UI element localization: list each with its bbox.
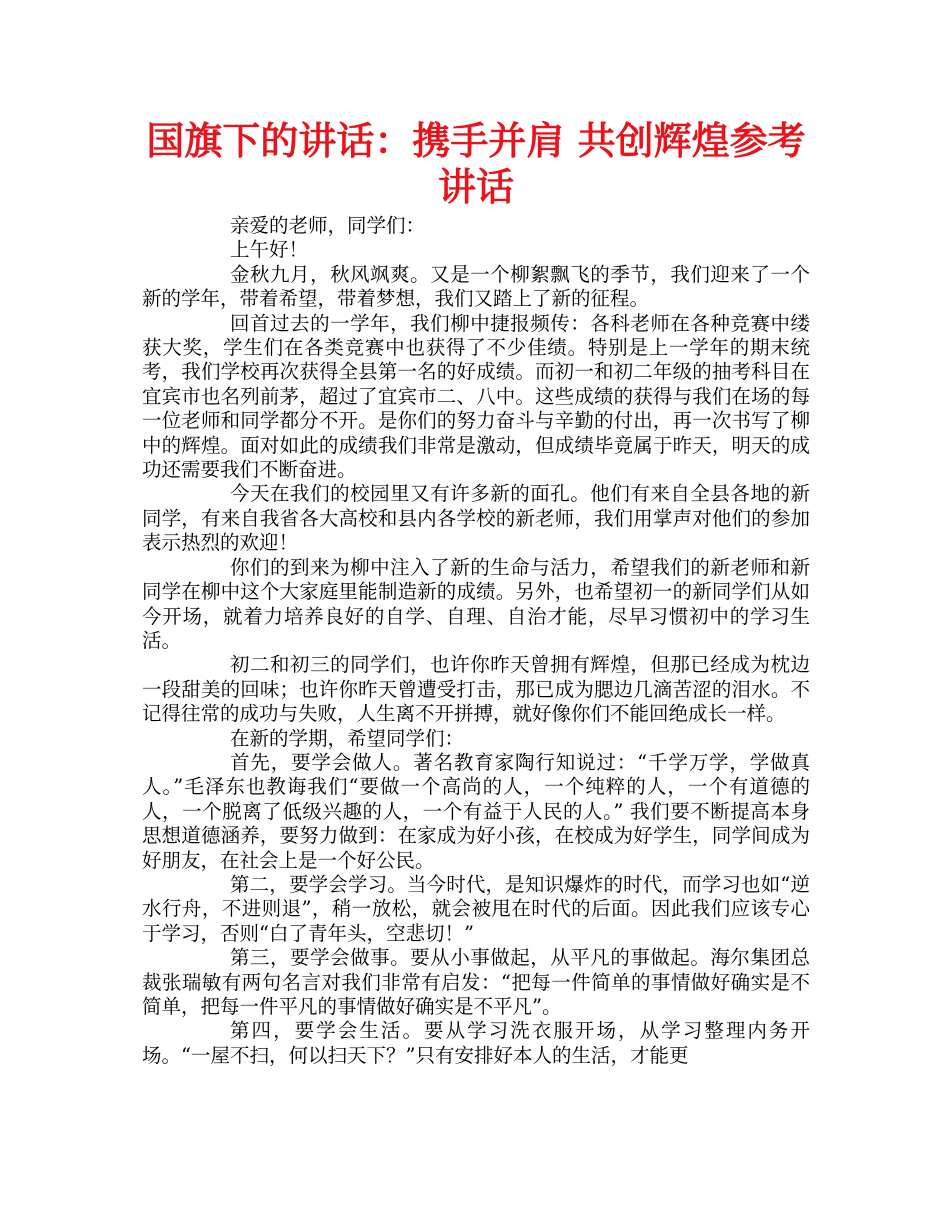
body-paragraph: 第三，要学会做事。要从小事做起，从平凡的事做起。海尔集团总裁张瑞敏有两句名言对我们非常有启发：“把每一件简单的事情做好确实是不简单，把每一件平凡的事情做好确实是不平凡”。 — [142, 946, 810, 1018]
document-page — [142, 118, 810, 1068]
body-paragraph: 回首过去的一学年，我们柳中捷报频传：各科老师在各种竞赛中缕获大奖，学生们在各类竞赛中也获得了不少佳绩。特别是上一学年的期末统考，我们学校再次获得全县第一名的好成绩。而初一和初二年级的抽考科目在宜宾市也名列前茅，超过了宜宾市二、八中。这些成绩的获得与我们在场的每一位老师和同学都分不开。是你们的努力奋斗与辛勤的付出，再一次书写了柳中的辉煌。面对如此的成绩我们非常是激动，但成绩毕竟属于昨天，明天的成功还需要我们不断奋进。 — [142, 311, 810, 482]
body-paragraph: 第二，要学会学习。当今时代，是知识爆炸的时代，而学习也如“逆水行舟，不进则退”，稍一放松，就会被甩在时代的后面。因此我们应该专心于学习，否则“白了青年头，空悲切！” — [142, 872, 810, 945]
body-paragraph: 首先，要学会做人。著名教育家陶行知说过：“千学万学，学做真人。”毛泽东也教诲我们“要做一个高尚的人，一个纯粹的人，一个有道德的人，一个脱离了低级兴趣的人，一个有益于人民的人。” 我们要不断提高本身思想道德涵养，要努力做到：在家成为好小孩，在校成为好学生，同学间成为好朋友，在社会上是一个好公民。 — [142, 750, 810, 872]
body-paragraph: 第四，要学会生活。要从学习洗衣服开场，从学习整理内务开场。“一屋不扫，何以扫天下？”只有安排好本人的生活，才能更 — [142, 1019, 810, 1067]
body-paragraph: 初二和初三的同学们，也许你昨天曾拥有辉煌，但那已经成为枕边一段甜美的回味；也许你昨天曾遭受打击，那已成为腮边几滴苦涩的泪水。不记得往常的成功与失败，人生离不开拼搏，就好像你们不能回绝成长一样。 — [142, 653, 810, 726]
document-title: 国旗下的讲话：携手并肩 共创辉煌参考讲话 — [146, 119, 806, 209]
salutation-paragraph: 上午好！ — [230, 238, 309, 262]
document-body — [142, 214, 810, 1068]
greeting-paragraph: 亲爱的老师，同学们： — [230, 214, 426, 237]
body-paragraph: 在新的学期，希望同学们： — [230, 726, 465, 750]
body-paragraph: 你们的到来为柳中注入了新的生命与活力，希望我们的新老师和新同学在柳中这个大家庭里能制造新的成绩。另外，也希望初一的新同学们从如今开场，就着力培养良好的自学、自理、自治才能，尽早习惯初中的学习生活。 — [142, 555, 810, 652]
body-paragraph: 金秋九月，秋风飒爽。又是一个柳絮飘飞的季节，我们迎来了一个新的学年，带着希望，带着梦想，我们又踏上了新的征程。 — [142, 262, 810, 311]
body-paragraph: 今天在我们的校园里又有许多新的面孔。他们有来自全县各地的新同学，有来自我省各大高校和县内各学校的新老师，我们用掌声对他们的参加表示热烈的欢迎！ — [142, 482, 810, 555]
